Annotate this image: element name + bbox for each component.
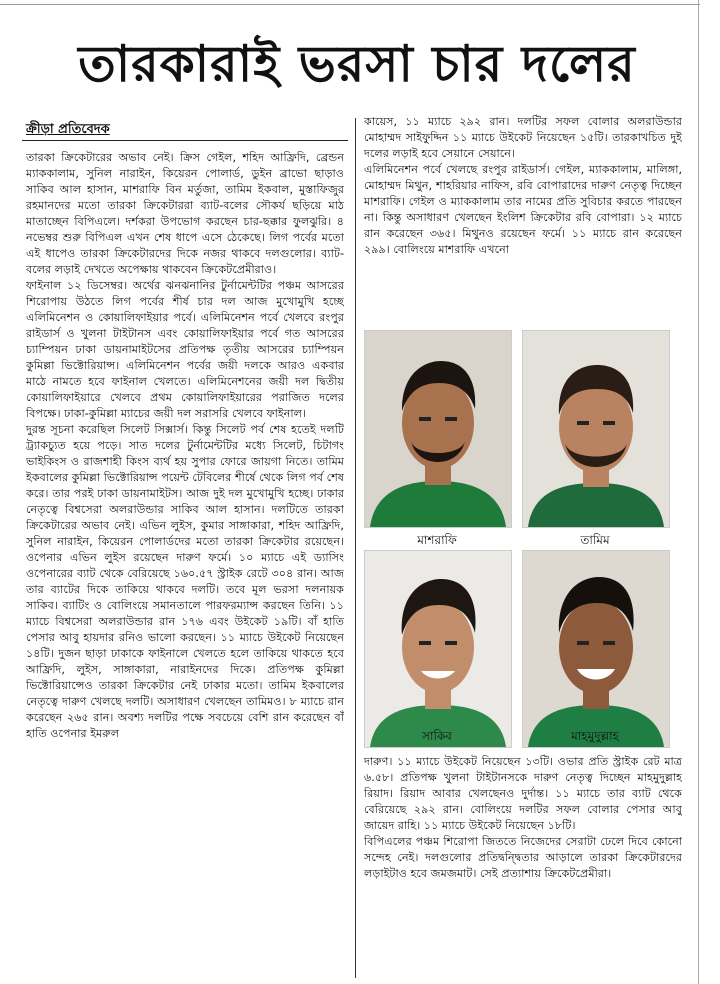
photo-shakib: [364, 550, 512, 748]
byline: ক্রীড়া প্রতিবেদক: [26, 122, 110, 137]
paragraph-conclusion: বিপিএলের পঞ্চম শিরোপা জিততে নিজেদের সেরাটা ঢেলে দিবে কোনো সন্দেহ নেই। দলগুলোর প্রতিদ্বন্দ্বিতার আড়ালে তারকা ক্রিকেটারদের লড়াইটাও হবে জমজমাট। সেই প্রত্যাশায় ক্রিকেটপ্রেমীরা।: [364, 835, 682, 880]
portrait-mashrafe: [365, 331, 511, 527]
paragraph-intro: তারকা ক্রিকেটারের অভাব নেই। ক্রিস গেইল, শহিদ আফ্রিদি, ব্রেন্ডন ম্যাককালাম, সুনিল নারাইন, কিয়েরন পোলার্ড, ডুইন ব্রাভো ছাড়াও সাকিব আল হাসান, মাশরাফি বিন মর্তুজা, তামিম ইকবাল, মুস্তাফিজুর রহমানদের মতো তারকা ক্রিকেটাররা ব্যাট-বলের সৌকর্য ছড়িয়ে মাঠ মাতাচ্ছেন বিপিএলে। দর্শকরা উপভোগ করছেন চার-ছক্কার ফুলঝুরি। ৪ নভেম্বর শুরু বিপিএল এখন শেষ ধাপে এসে ঠেকেছে। লিগ পর্বের মতো এই ধাপেও তারকা ক্রিকেটারদের দিকে নজর থাকবে দলগুলোর। ব্যাট-বলের লড়াই দেখতে অপেক্ষায় থাকবেন ক্রিকেটপ্রেমীরাও।: [26, 151, 344, 276]
caption-mashrafe: মাশরাফি: [417, 533, 457, 547]
photo-tamim: [522, 330, 670, 528]
top-rule: [0, 4, 700, 5]
paragraph-continued: কায়েস, ১১ ম্যাচে ২৯২ রান। দলটির সফল বোলার অলরাউন্ডার মোহাম্মদ সাইফুদ্দিন ১১ ম্যাচে উইকেট নিয়েছেন ১৫টি। তারকাখচিত দুই দলের লড়াই হবে সেয়ানে সেয়ানে।: [364, 115, 682, 160]
headline: তারকারাই ভরসা চার দলের: [78, 34, 636, 93]
paragraph-teams: দুরন্ত সূচনা করেছিল সিলেট সিক্সার্স। কিন্তু সিলেট পর্ব শেষ হতেই দলটি ট্র্যাকচ্যুত হয়ে পড়ে। সাত দলের টুর্নামেন্টটির মধ্যে সিলেট, চিটাগং ভাইকিংস ও রাজশাহী কিংস ব্যর্থ হয় সুপার ফোরে জায়গা নিতে। তামিম ইকবালের কুমিল্লা ভিক্টোরিয়ান্স পয়েন্ট টেবিলের শীর্ষে থেকে লিগ পর্ব শেষ করে। তার পরই ঢাকা ডায়নামাইটস। আজ দুই দল মুখোমুখি হচ্ছে। ঢাকার নেতৃত্বে বিশ্বসেরা অলরাউন্ডার সাকিব আল হাসান। দলটিতে তারকা ক্রিকেটারের অভাব নেই। এভিন লুইস, কুমার সাঙ্গাকারা, শহিদ আফ্রিদি, সুনিল নারাইন, কিয়েরন পোলার্ডদের মতো তারকা ক্রিকেটার রয়েছেন। ওপেনার এভিন লুইস রয়েছেন দারুণ ফর্মে। ১০ ম্যাচে এই ড্যাসিং ওপেনারের ব্যাট থেকে বেরিয়েছে ১৬০.৫৭ স্ট্রাইক রেটে ৩০৪ রান। আজ তার ব্যাটের দিকে তাকিয়ে থাকবে দলটি। তবে মূল ভরসা দলনায়ক সাকিব। ব্যাটিং ও বোলিংয়ে সমানতালে পারফরম্যান্স করছেন তিনি। ১১ ম্যাচে বিশ্বসেরা অলরাউন্ডার রান ১৭৬ এবং উইকেট ১৯টি। বাঁ হাতি পেসার আবু হায়দার রনিও ভালো করছেন। ১১ ম্যাচে উইকেট নিয়েছেন ১৪টি। দুজন ছাড়া ঢাকাকে ফাইনালে খেলতে হলে তাকিয়ে থাকতে হবে আফ্রিদি, লুইস, সাঙ্গাকারা, নারাইনদের দিকে। প্রতিপক্ষ কুমিল্লা ভিক্টোরিয়ান্সেও তারকা ক্রিকেটার নেই ঢাকার মতো। তামিম ইকবালের নেতৃত্বে দারুণ খেলছে দলটি। অসাধারণ খেলছেন তামিমও। ৮ ম্যাচে রান করেছেন ২৬৫ রান। অবশ্য দলটির পক্ষে সবচেয়ে বেশি রান করেছেন বাঁ হাতি ওপেনার ইমরুল: [26, 423, 344, 740]
photo-mashrafe: [364, 330, 512, 528]
portrait-mahmudullah: [523, 551, 669, 747]
caption-shakib: সাকিব: [422, 729, 452, 743]
photo-mahmudullah: [522, 550, 670, 748]
page-edge-rule: [698, 0, 699, 984]
paragraph-khulna: দারুণ। ১১ ম্যাচে উইকেট নিয়েছেন ১৩টি। ওভার প্রতি স্ট্রাইক রেট মাত্র ৬.৫৮। প্রতিপক্ষ খুলনা টাইটানসকে দারুণ নেতৃত্ব দিচ্ছেন মাহমুদুল্লাহ রিয়াদ। রিয়াদ আবার খেলছেনও দুর্দান্ত। ১১ ম্যাচে তার ব্যাট থেকে বেরিয়েছে ২৯২ রান। বোলিংয়ে দলটির সফল বোলার পেসার আবু জায়েদ রাহি। ১১ ম্যাচে উইকেট নিয়েছেন ১৮টি।: [364, 755, 682, 832]
portrait-shakib: [365, 551, 511, 747]
column-divider: [355, 118, 356, 978]
portrait-tamim: [523, 331, 669, 527]
article-column-right-bottom: [364, 754, 682, 976]
article-column-left: [26, 150, 344, 978]
caption-mahmudullah: মাহমুদুল্লাহ: [571, 729, 619, 743]
article-column-right-top: [364, 114, 682, 326]
caption-tamim: তামিম: [580, 533, 610, 547]
paragraph-eliminator: এলিমিনেশন পর্বে খেলছে রংপুর রাইডার্স। গেইল, ম্যাককালাম, মালিঙ্গা, মোহাম্মদ মিথুন, শাহরিয়ার নাফিস, রবি বোপারাদের দারুণ নেতৃত্ব দিচ্ছেন মাশরাফি। গেইল ও ম্যাককালাম তার নামের প্রতি সুবিচার করতে পারছেন না। কিন্তু অসাধারণ খেলছেন ইংলিশ ক্রিকেটার রবি বোপারা। ১২ ম্যাচে রান করেছেন ৩৬৫। মিথুনও রয়েছেন ফর্মে। ১১ ম্যাচে রান করেছেন ২৯৯। বোলিংয়ে মাশরাফি এখনো: [364, 163, 682, 256]
byline-rule: [22, 140, 348, 141]
paragraph-final-schedule: ফাইনাল ১২ ডিসেম্বর। অর্থের ঝনঝনানির টুর্নামেন্টটির পঞ্চম আসরের শিরোপায় উঠতে লিগ পর্বের শীর্ষ চার দল আজ মুখোমুখি হচ্ছে এলিমিনেশন ও কোয়ালিফাইয়ার পর্বে। এলিমিনেশন পর্বে খেলবে রংপুর রাইডার্স ও খুলনা টাইটানস এবং কোয়ালিফাইয়ার পর্বে গত আসরের চ্যাম্পিয়ন ঢাকা ডায়নামাইটসের প্রতিপক্ষ তৃতীয় আসরের চ্যাম্পিয়ন কুমিল্লা ভিক্টোরিয়ান্স। এলিমিনেশন পর্বের জয়ী দলকে আরও একবার মাঠে নামতে হবে ফাইনাল খেলতে। এলিমিনেশনের জয়ী দল দ্বিতীয় কোয়ালিফাইয়ারে খেলবে প্রথম কোয়ালিফাইয়ারের পরাজিত দলের বিপক্ষে। ঢাকা-কুমিল্লা ম্যাচের জয়ী দল সরাসরি খেলবে ফাইনাল।: [26, 279, 344, 420]
